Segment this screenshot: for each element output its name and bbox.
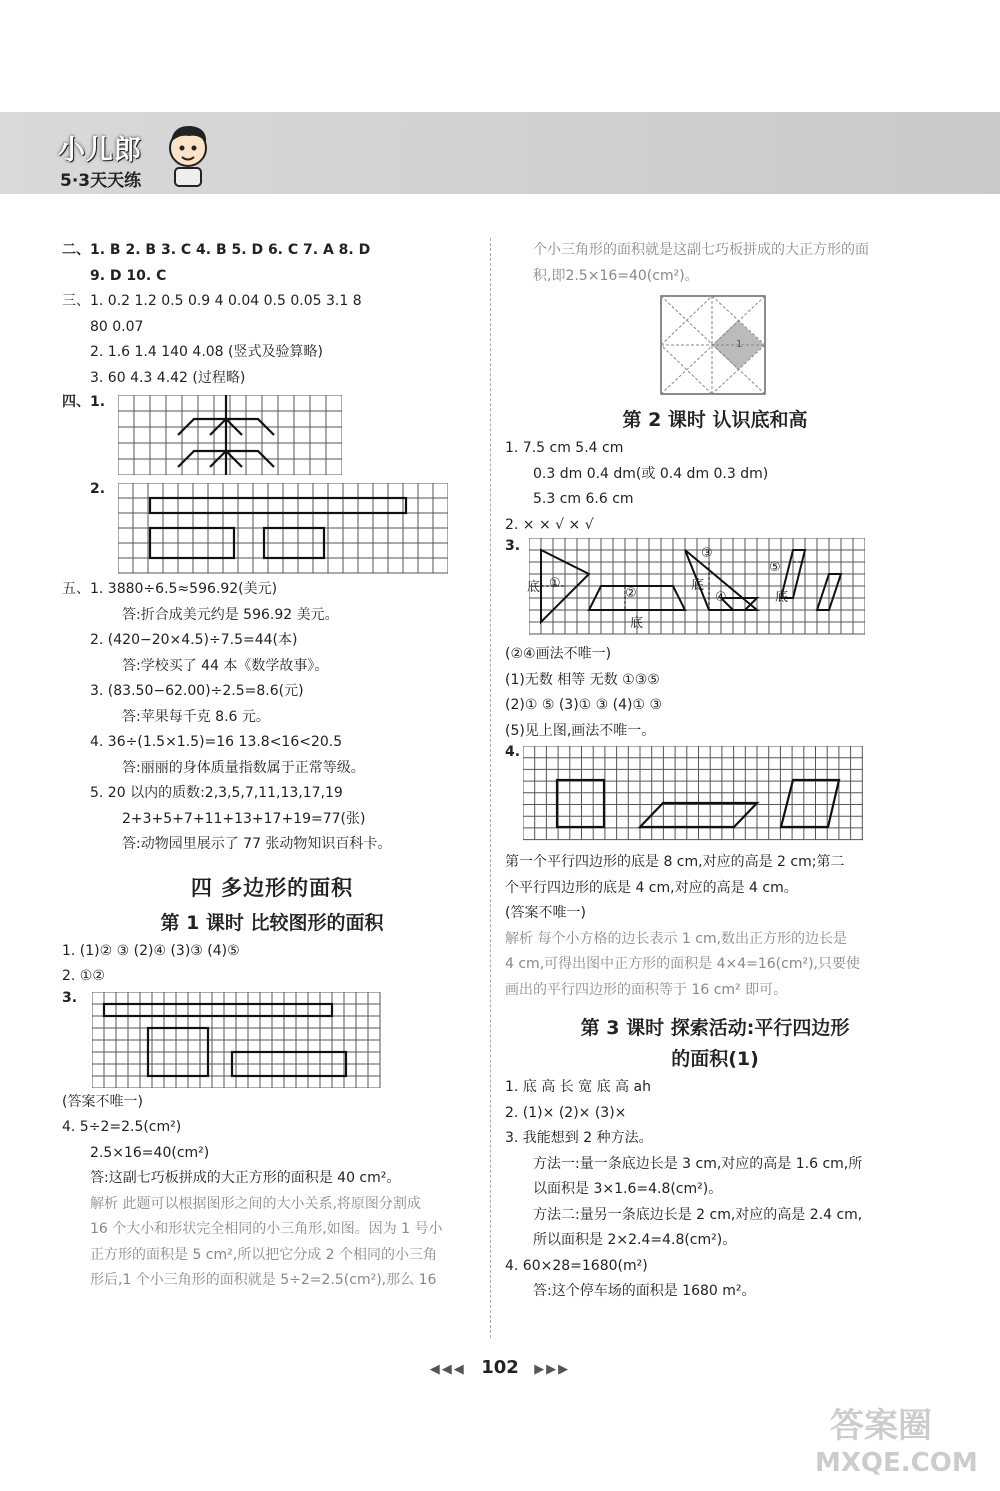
page-footer [0, 1357, 1000, 1378]
analysis-line: 解析 此题可以根据图形之间的大小关系,将原图分割成 [90, 1195, 421, 1212]
answer-line: 4. 5÷2=2.5(cm²) [62, 1119, 182, 1135]
answer-line: 80 0.07 [90, 318, 144, 335]
answer-line: 2. (420−20×4.5)÷7.5=44(本) [90, 632, 298, 648]
brand-logo: 小儿郎 [58, 135, 142, 166]
lesson-title: 第 2 课时 认识底和高 [622, 409, 808, 431]
analysis-line: 解析 每个小方格的边长表示 1 cm,数出正方形的边长是 [505, 930, 848, 947]
answer-line: 5. 20 以内的质数:2,3,5,7,11,13,17,19 [90, 785, 343, 801]
answer-line: 2. ①② [62, 968, 105, 984]
answer-line: 2. (1)× (2)× (3)× [505, 1104, 627, 1121]
answer-line: 以面积是 3×1.6=4.8(cm²)。 [533, 1181, 723, 1197]
answer-line: 2. × × √ × √ [505, 516, 594, 533]
grid-figure [62, 990, 482, 1090]
answer-line: 3. 我能想到 2 种方法。 [505, 1130, 653, 1146]
answer-line: 3. 60 4.3 4.42 (过程略) [90, 369, 246, 386]
grid-figure [505, 538, 925, 642]
answer-line: 答:这副七巧板拼成的大正方形的面积是 40 cm²。 [90, 1170, 401, 1186]
answer-line: 0.3 dm 0.4 dm(或 0.4 dm 0.3 dm) [533, 465, 769, 482]
answer-line: (②④画法不唯一) [505, 646, 612, 662]
answer-line: (答案不唯一) [62, 1093, 143, 1110]
answer-line: 1. 底 高 长 宽 底 高 ah [505, 1079, 651, 1095]
answer-line: 方法一:量一条底边长是 3 cm,对应的高是 1.6 cm,所 [533, 1155, 863, 1172]
column-divider [490, 238, 491, 1338]
tangram-diagram [660, 295, 766, 395]
lesson-title: 第 3 课时 探索活动:平行四边形 [580, 1017, 850, 1039]
page-header-band [0, 112, 1000, 194]
analysis-line: 形后,1 个小三角形的面积就是 5÷2=2.5(cm²),那么 16 [90, 1272, 437, 1288]
question-label: 3. [62, 989, 78, 1006]
answer-line: 答:苹果每千克 8.6 元。 [122, 708, 270, 725]
grid-figure [62, 481, 482, 577]
answer-line: 1. 7.5 cm 5.4 cm [505, 440, 624, 456]
lesson-title-cont: 的面积(1) [671, 1048, 759, 1070]
analysis-line: 正方形的面积是 5 cm²,所以把它分成 2 个相同的小三角 [90, 1246, 438, 1263]
answer-line: 答:丽丽的身体质量指数属于正常等级。 [122, 759, 365, 776]
answer-line: 2.5×16=40(cm²) [90, 1144, 210, 1161]
question-label: 3. [505, 538, 521, 554]
answer-line: 第一个平行四边形的底是 8 cm,对应的高是 2 cm;第二 [505, 854, 845, 870]
answer-line: 二、1. B 2. B 3. C 4. B 5. D 6. C 7. A 8. D [62, 242, 371, 258]
answer-line: 4. 36÷(1.5×1.5)=16 13.8<16<20.5 [90, 734, 343, 750]
figure-label: 底 [527, 580, 541, 595]
answer-line: (5)见上图,画法不唯一。 [505, 722, 656, 739]
watermark-url: MXQE.COM [815, 1448, 978, 1478]
next-arrows-icon: ▶▶▶ [534, 1362, 571, 1377]
answer-line: 五、1. 3880÷6.5≈596.92(美元) [62, 581, 278, 597]
answer-line: (答案不唯一) [505, 905, 586, 921]
answer-line: 个平行四边形的底是 4 cm,对应的高是 4 cm。 [505, 879, 798, 896]
answer-line: 所以面积是 2×2.4=4.8(cm²)。 [533, 1232, 737, 1248]
grid-figure [505, 744, 925, 850]
watermark-logo: 答案圈 [830, 1406, 932, 1446]
left-column [62, 238, 482, 1294]
lesson-title: 第 1 课时 比较图形的面积 [160, 911, 384, 934]
analysis-line: 16 个大小和形状完全相同的小三角形,如图。因为 1 号小 [90, 1221, 443, 1237]
figure-label: ⑤ [769, 560, 781, 575]
figure-label: ③ [701, 546, 713, 561]
question-label: 2. [90, 481, 106, 497]
question-label: 四、1. [62, 394, 106, 410]
figure-label: ④ [715, 590, 727, 605]
figure-label: ② [625, 586, 637, 601]
answer-line: (1)无数 相等 无数 ①③⑤ [505, 671, 660, 688]
mascot-icon [163, 120, 213, 190]
right-column [505, 238, 925, 1305]
analysis-line: 画出的平行四边形的面积等于 16 cm² 即可。 [505, 981, 788, 998]
answer-line: 三、1. 0.2 1.2 0.5 0.9 4 0.04 0.5 0.05 3.1 8 [62, 293, 362, 309]
answer-line: 答:学校买了 44 本《数学故事》。 [122, 657, 329, 674]
question-label: 4. [505, 744, 521, 760]
answer-line: 3. (83.50−62.00)÷2.5=8.6(元) [90, 683, 304, 699]
analysis-line: 个小三角形的面积就是这副七巧板拼成的大正方形的面 [533, 242, 869, 258]
brand-subtitle: 5·3天天练 [60, 171, 142, 191]
answer-line: 2+3+5+7+11+13+17+19=77(张) [122, 810, 366, 827]
answer-line: (2)① ⑤ (3)① ③ (4)① ③ [505, 697, 663, 713]
area-compare-grid [92, 992, 382, 1088]
figure-label: 底 [691, 578, 705, 593]
answer-line: 4. 60×28=1680(m²) [505, 1257, 648, 1274]
answer-line: 9. D 10. C [90, 267, 167, 284]
grid-figure [62, 391, 482, 481]
symmetric-drawing-grid [118, 395, 342, 475]
analysis-line: 积,即2.5×16=40(cm²)。 [533, 267, 699, 284]
answer-line: 5.3 cm 6.6 cm [533, 491, 634, 507]
chapter-title: 四 多边形的面积 [190, 875, 354, 900]
page-number: 102 [481, 1357, 519, 1378]
prev-arrows-icon: ◀◀◀ [429, 1362, 466, 1377]
figure-label: 底 [630, 616, 644, 631]
figure-label: 底 [775, 590, 789, 605]
analysis-line: 4 cm,可得出图中正方形的面积是 4×4=16(cm²),只要使 [505, 956, 861, 972]
tangram-piece-label: 1 [736, 339, 743, 350]
answer-line: 2. 1.6 1.4 140 4.08 (竖式及验算略) [90, 344, 323, 360]
parallelogram-grid [523, 746, 871, 846]
figure-label: ① [549, 576, 561, 591]
answer-line: 答:这个停车场的面积是 1680 m²。 [533, 1283, 756, 1299]
tangram-figure [505, 289, 925, 399]
answer-line: 答:动物园里展示了 77 张动物知识百科卡。 [122, 836, 392, 852]
answer-line: 方法二:量另一条底边长是 2 cm,对应的高是 2.4 cm, [533, 1206, 863, 1223]
rectangle-drawing-grid [118, 483, 448, 575]
answer-line: 1. (1)② ③ (2)④ (3)③ (4)⑤ [62, 942, 240, 959]
answer-line: 答:折合成美元约是 596.92 美元。 [122, 606, 339, 623]
